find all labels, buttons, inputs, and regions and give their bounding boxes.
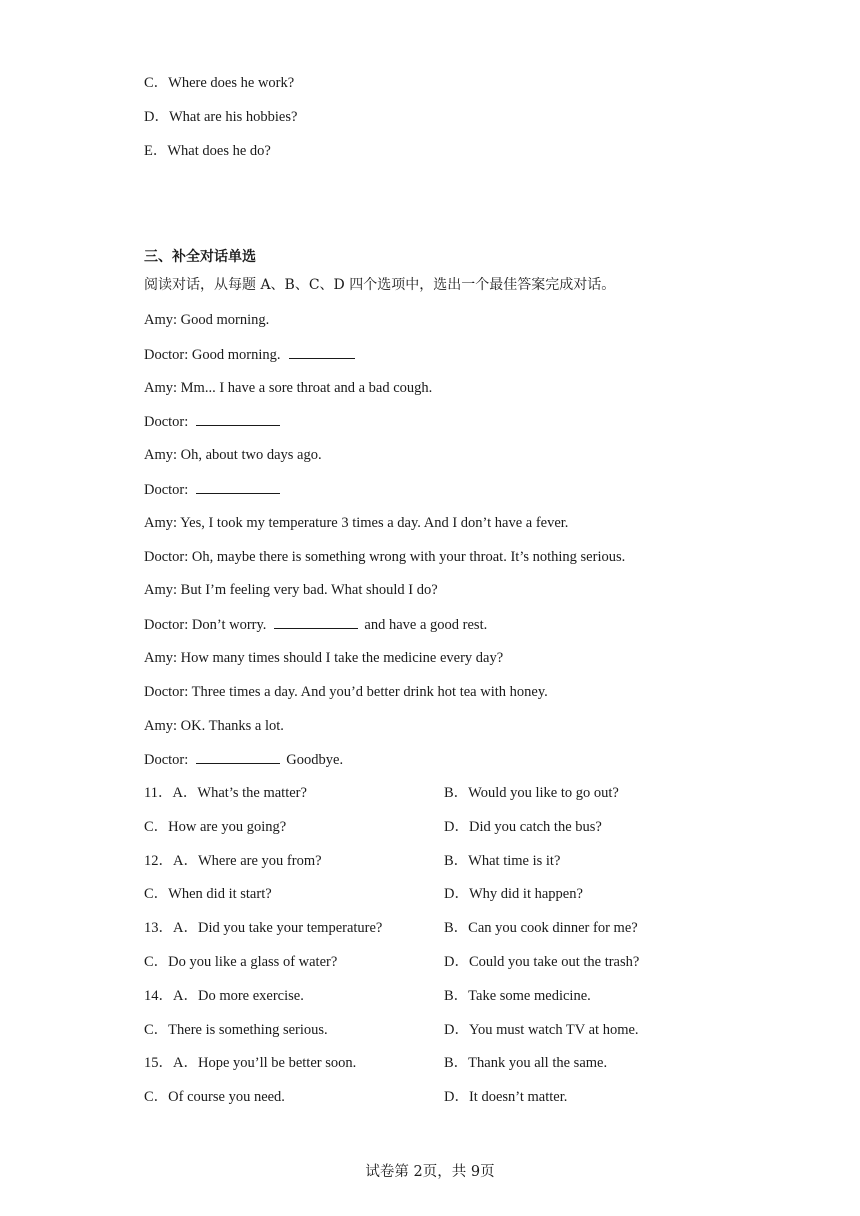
dialogue-text: Doctor: Three times a day. And you’d better drink hot tea with honey. (144, 683, 548, 700)
page-footer: 试卷第 2页，共 9页 (365, 1164, 495, 1180)
answer-blank (196, 412, 280, 426)
option-text: 15．A．Hope you’ll be better soon. (144, 1055, 357, 1072)
dialogue-text: Amy: How many times should I take the medicine every day? (144, 650, 504, 666)
option-text: B．Would you like to go out? (444, 785, 619, 801)
section-title: 三、补全对话单选 (144, 249, 256, 265)
option-text: C．When did it start? (144, 886, 272, 903)
dialogue-text: Amy: Oh, about two days ago. (144, 447, 322, 464)
option-text: C．There is something serious. (144, 1021, 328, 1038)
option-text: B．Thank you all the same. (444, 1055, 608, 1072)
option-text: D．Could you take out the trash? (444, 954, 640, 970)
answer-blank (196, 480, 280, 494)
dialogue-text: Amy: OK. Thanks a lot. (144, 717, 284, 734)
dialogue-text-after: Goodbye. (286, 752, 344, 769)
dialogue-line (144, 480, 286, 499)
dialogue-line (144, 311, 269, 329)
option-text: C．How are you going? (144, 818, 287, 835)
dialogue-text: Doctor: Good morning. (144, 346, 281, 363)
dialogue-text-after: and have a good rest. (364, 617, 488, 634)
option-text: 12．A．Where are you from? (144, 852, 322, 869)
answer-blank (289, 345, 355, 359)
option-text: 11．A．What’s the matter? (144, 785, 307, 801)
dialogue-text: Doctor: (144, 482, 189, 498)
dialogue-text: Amy: Good morning. (144, 312, 270, 328)
dialogue-text: Amy: But I’m feeling very bad. What should I do? (144, 582, 438, 599)
option-text: 13．A．Did you take your temperature? (144, 920, 383, 937)
prev-option-d: D．What are his hobbies? (144, 109, 298, 125)
dialogue-line (144, 750, 343, 769)
dialogue-line (144, 649, 503, 667)
option-text: C．Do you like a glass of water? (144, 954, 338, 970)
dialogue-line (144, 548, 625, 566)
option-text: D．You must watch TV at home. (444, 1021, 639, 1038)
prev-option-c: C．Where does he work? (144, 75, 295, 91)
answer-blank (274, 615, 358, 629)
dialogue-line (144, 412, 286, 431)
dialogue-line (144, 446, 322, 464)
dialogue-line (144, 615, 487, 634)
dialogue-line (144, 345, 361, 364)
option-text: C．Of course you need. (144, 1089, 285, 1106)
dialogue-text: Amy: Mm... I have a sore throat and a bad cough. (144, 379, 433, 396)
dialogue-line (144, 683, 548, 701)
answer-blank (196, 750, 280, 764)
dialogue-line (144, 379, 432, 397)
dialogue-line (144, 717, 284, 735)
dialogue-text: Doctor: (144, 414, 189, 431)
dialogue-text: Doctor: Don’t worry. (144, 617, 267, 634)
option-text: B．Can you cook dinner for me? (444, 920, 638, 937)
dialogue-line (144, 581, 438, 599)
option-text: D．It doesn’t matter. (444, 1089, 568, 1106)
dialogue-line (144, 514, 568, 532)
prev-option-e: E．What does he do? (144, 143, 271, 159)
option-text: D．Why did it happen? (444, 886, 583, 903)
section-instruction: 阅读对话，从每题 A、B、C、D 四个选项中，选出一个最佳答案完成对话。 (144, 277, 616, 293)
option-text: 14．A．Do more exercise. (144, 987, 304, 1004)
dialogue-text: Doctor: (144, 752, 189, 769)
option-text: D．Did you catch the bus? (444, 818, 602, 835)
dialogue-text: Doctor: Oh, maybe there is something wrong with your throat. It’s nothing serious. (144, 548, 626, 565)
option-text: B．What time is it? (444, 852, 561, 869)
option-text: B．Take some medicine. (444, 987, 591, 1004)
dialogue-text: Amy: Yes, I took my temperature 3 times a day. And I don’t have a fever. (144, 514, 569, 531)
